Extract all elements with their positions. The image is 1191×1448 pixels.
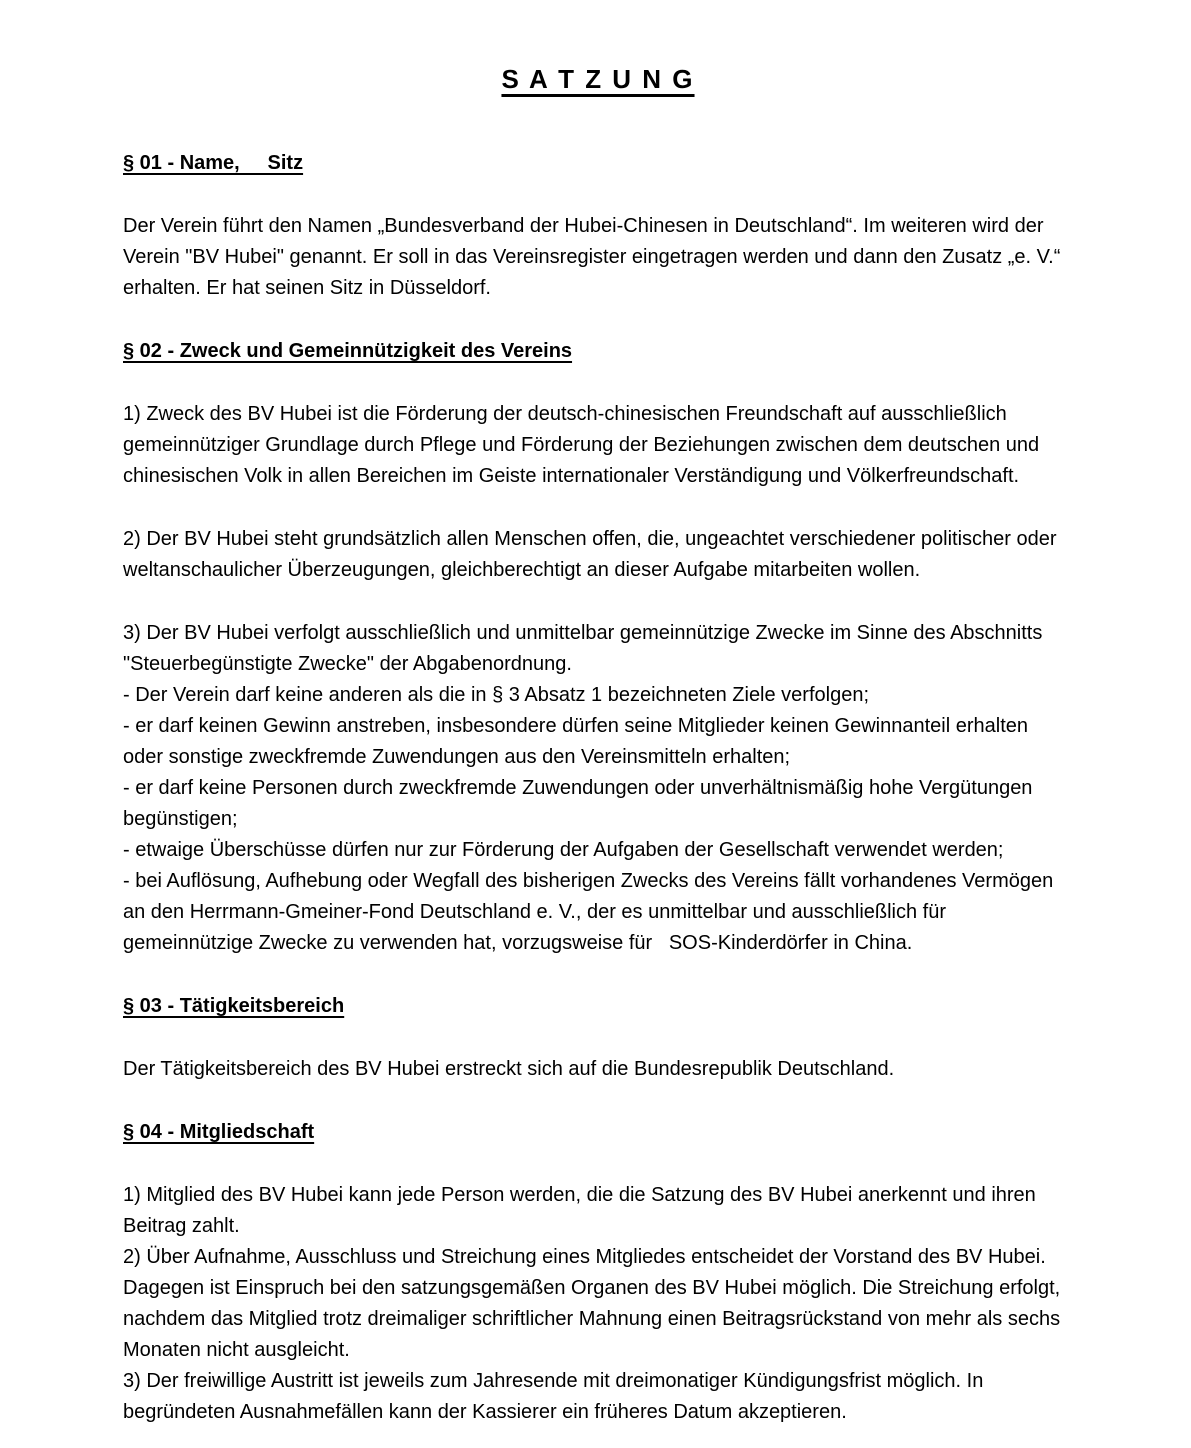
paragraph: - etwaige Überschüsse dürfen nur zur Förderung der Aufgaben der Gesellschaft verwendet werden; — [123, 839, 1004, 861]
section — [123, 336, 1073, 959]
section — [123, 991, 1073, 1085]
section — [123, 148, 1073, 304]
section-heading: § 03 - Tätigkeitsbereich — [123, 995, 345, 1017]
paragraph-group — [123, 618, 1073, 959]
paragraph: - er darf keinen Gewinn anstreben, insbesondere dürfen seine Mitglieder keinen Gewinnanteil erhalten oder sonstige zweckfremde Zuwendungen aus den Vereinsmitteln erhalten; — [123, 715, 1034, 768]
section-heading: § 04 - Mitgliedschaft — [123, 1121, 315, 1143]
document-title: S A T Z U N G — [501, 64, 695, 94]
paragraph: 1) Zweck des BV Hubei ist die Förderung der deutsch-chinesischen Freundschaft auf ausschließlich gemeinnütziger Grundlage durch Pflege und Förderung der Beziehungen zwischen dem deutschen und chinesischen Volk in allen Bereichen im Geiste internationaler Verständigung und Völkerfreundschaft. — [123, 403, 1045, 487]
paragraph: 3) Der freiwillige Austritt ist jeweils zum Jahresende mit dreimonatiger Kündigungsfrist möglich. In begründeten Ausnahmefällen kann der Kassierer ein früheres Datum akzeptieren. — [123, 1370, 989, 1423]
paragraph: 2) Über Aufnahme, Ausschluss und Streichung eines Mitgliedes entscheidet der Vorstand des BV Hubei. Dagegen ist Einspruch bei den satzungsgemäßen Organen des BV Hubei möglich. Die Streichung erfolgt, nachdem das Mitglied trotz dreimaliger schriftlicher Mahnung einen Beitragsrückstand von mehr als sechs Monaten nicht ausgleicht. — [123, 1246, 1066, 1361]
section — [123, 1117, 1073, 1428]
paragraph-group — [123, 524, 1073, 586]
paragraph: - bei Auflösung, Aufhebung oder Wegfall des bisherigen Zwecks des Vereins fällt vorhandenes Vermögen an den Herrmann-Gmeiner-Fond Deutschland e. V., der es unmittelbar und ausschließlich für gemeinnützige Zwecke zu verwenden hat, vorzugsweise für SOS-Kinderdörfer in China. — [123, 870, 1059, 954]
paragraph-group — [123, 1180, 1073, 1428]
document-body — [123, 148, 1073, 1428]
paragraph: 3) Der BV Hubei verfolgt ausschließlich und unmittelbar gemeinnützige Zwecke im Sinne des Abschnitts "Steuerbegünstigte Zwecke" der Abgabenordnung. — [123, 622, 1048, 675]
section-heading: § 01 - Name, Sitz — [123, 152, 304, 174]
paragraph-group — [123, 399, 1073, 492]
paragraph: Der Verein führt den Namen „Bundesverband der Hubei-Chinesen in Deutschland“. Im weiteren wird der Verein "BV Hubei" genannt. Er soll in das Vereinsregister eingetragen werden und dann den Zusatz „e. V.“ erhalten. Er hat seinen Sitz in Düsseldorf. — [123, 215, 1066, 299]
paragraph: - Der Verein darf keine anderen als die in § 3 Absatz 1 bezeichneten Ziele verfolgen; — [123, 684, 870, 706]
paragraph: Der Tätigkeitsbereich des BV Hubei erstreckt sich auf die Bundesrepublik Deutschland. — [123, 1058, 895, 1080]
paragraph-group — [123, 211, 1073, 304]
paragraph: - er darf keine Personen durch zweckfremde Zuwendungen oder unverhältnismäßig hohe Vergütungen begünstigen; — [123, 777, 1038, 830]
paragraph: 1) Mitglied des BV Hubei kann jede Person werden, die die Satzung des BV Hubei anerkennt und ihren Beitrag zahlt. — [123, 1184, 1042, 1237]
paragraph: 2) Der BV Hubei steht grundsätzlich allen Menschen offen, die, ungeachtet verschiedener politischer oder weltanschaulicher Überzeugungen, gleichberechtigt an dieser Aufgabe mitarbeiten wollen. — [123, 528, 1063, 581]
paragraph-group — [123, 1054, 1073, 1085]
section-heading: § 02 - Zweck und Gemeinnützigkeit des Vereins — [123, 340, 573, 362]
